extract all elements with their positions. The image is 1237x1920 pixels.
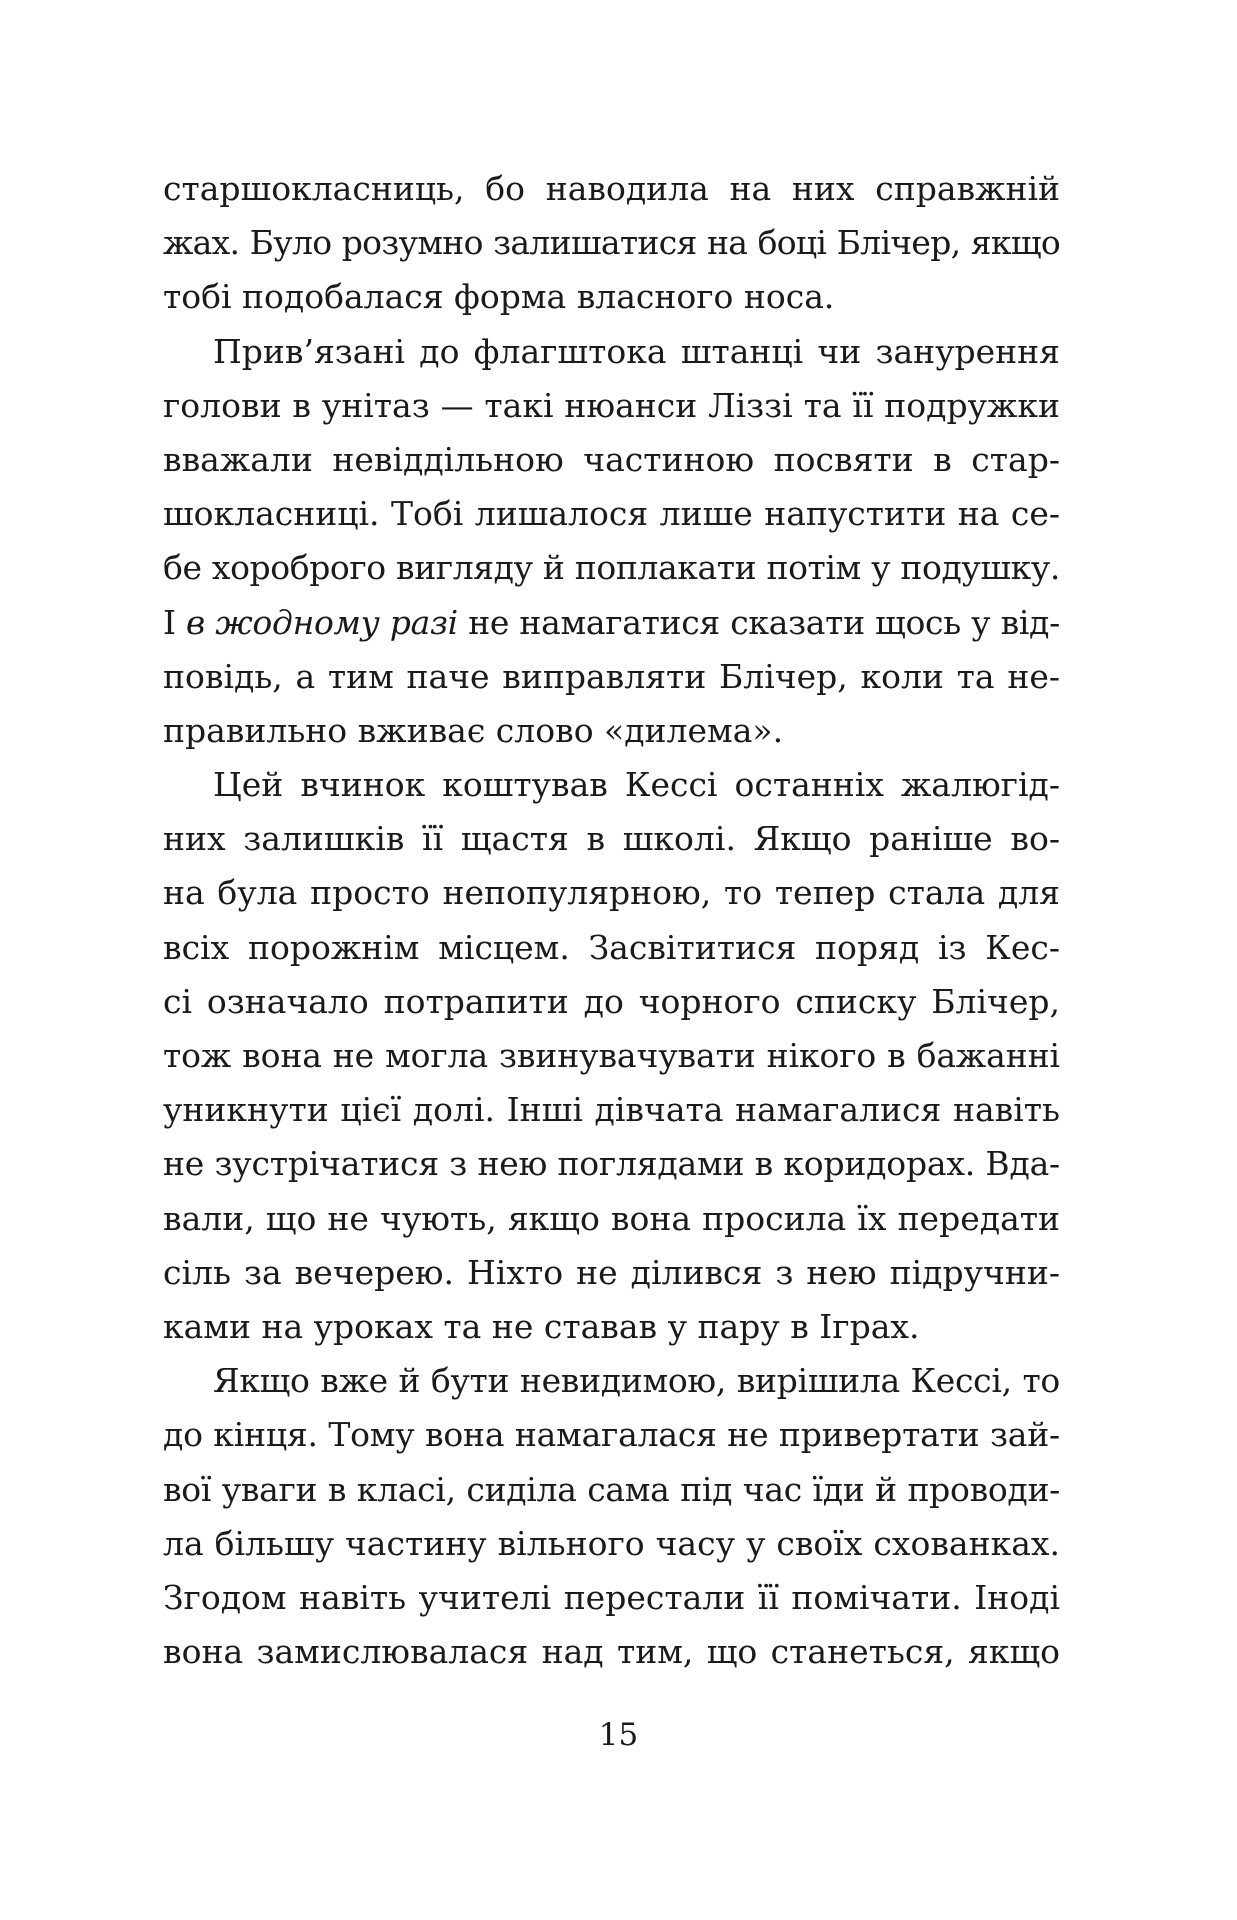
text-line: вої уваги в класі, сиділа сама під час їди й проводи- [163, 1469, 1060, 1509]
text-line: сі означало потрапити до чорного списку Блічер, [163, 981, 1060, 1021]
text-line: вали, що не чують, якщо вона просила їх передати [163, 1198, 1060, 1238]
text-line [163, 596, 1060, 650]
text-line: на була просто непопулярною, то тепер стала для [163, 873, 1060, 913]
text-line: старшокласниць, бо наводила на них справжній [163, 169, 1060, 208]
text-line: вона замислювалася над тим, що станеться, якщо [163, 1632, 1060, 1672]
text-line: повідь, а тим паче виправляти Блічер, коли та не- [163, 656, 1060, 696]
text-line: уникнути цієї долі. Інші дівчата намагалися навіть [163, 1090, 1060, 1130]
text-segment: не намагатися сказати щось у від- [457, 602, 1060, 642]
text-line: правильно вживає слово «дилема». [163, 710, 784, 750]
page-number: 15 [598, 1717, 639, 1753]
text-line: Цей вчинок коштував Кессі останніх жалюгід- [213, 765, 1060, 805]
text-line: всіх порожнім місцем. Засвітитися поряд із Кес- [163, 927, 1060, 967]
text-line: вважали невіддільною частиною посвяти в стар- [163, 439, 1060, 479]
text-line: Згодом навіть учителі перестали її помічати. Іноді [163, 1577, 1060, 1617]
text-line: Прив’язані до флагштока штанці чи занурення [213, 331, 1060, 371]
text-line: голови в унітаз — такі нюанси Ліззі та її подружки [163, 385, 1060, 425]
text-line: не зустрічатися з нею поглядами в коридорах. Вда- [163, 1144, 1060, 1184]
text-line: Якщо вже й бути невидимою, вирішила Кессі, то [213, 1361, 1060, 1401]
text-line: тож вона не могла звинувачувати нікого в бажанні [163, 1036, 1060, 1075]
body-text [163, 162, 1060, 1679]
text-line: до кінця. Тому вона намагалася не привертати зай- [163, 1415, 1060, 1455]
text-line: них залишків її щастя в школі. Якщо раніше во- [163, 819, 1060, 859]
text-segment: І [163, 602, 187, 642]
text-line: ками на уроках та не ставав у пару в Іграх. [163, 1306, 920, 1346]
text-line: шокласниці. Тобі лишалося лише напустити на се- [163, 494, 1060, 534]
text-line: тобі подобалася форма власного носа. [163, 277, 835, 317]
italic-phrase: в жодному разі [186, 602, 458, 642]
text-line: сіль за вечерею. Ніхто не ділився з нею підручни- [163, 1252, 1060, 1292]
text-line: бе хороброго вигляду й поплакати потім у подушку. [163, 548, 1060, 588]
text-line: жах. Було розумно залишатися на боці Блічер, якщо [163, 223, 1060, 263]
text-line: ла більшу частину вільного часу у своїх схованках. [163, 1523, 1060, 1563]
